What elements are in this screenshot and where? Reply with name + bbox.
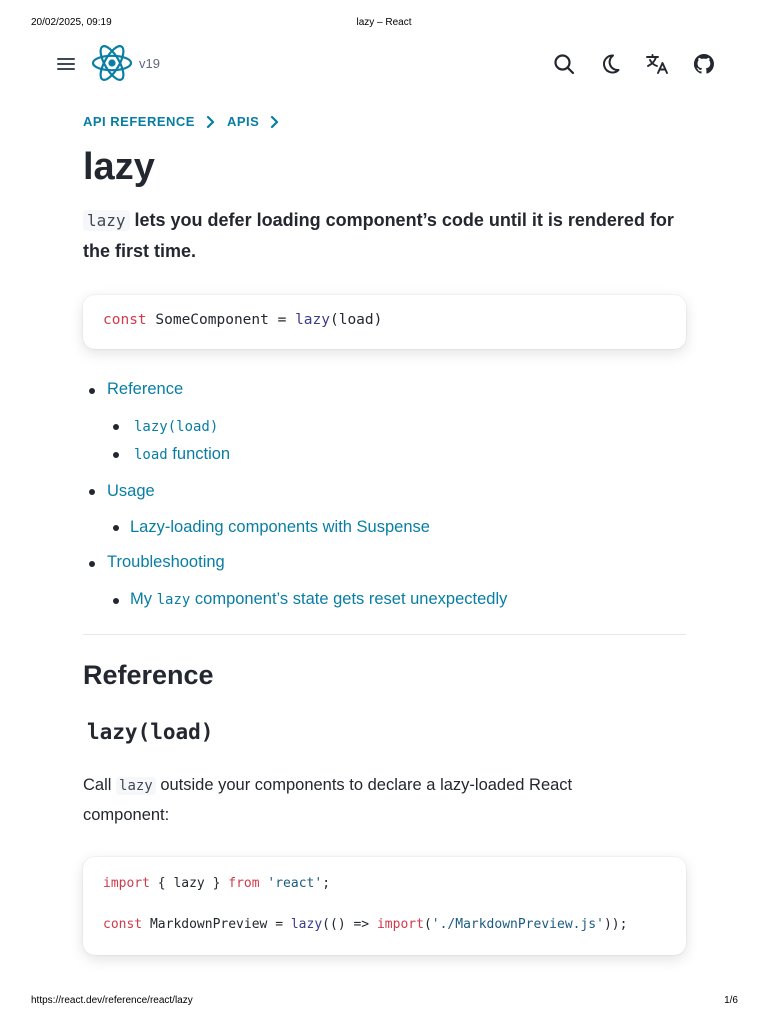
intro-sentence: lets you defer loading component’s code until it is rendered for the first time. <box>83 210 674 261</box>
signature-code-block <box>83 295 686 349</box>
search-icon[interactable] <box>552 52 576 76</box>
chevron-right-icon <box>267 115 281 129</box>
breadcrumb <box>83 114 291 129</box>
code-line <box>103 312 686 328</box>
page-title: lazy <box>83 146 155 188</box>
code-text: (load) <box>329 312 383 328</box>
version-label[interactable]: v19 <box>139 56 160 71</box>
moon-icon[interactable] <box>598 52 622 76</box>
code-string: './MarkdownPreview.js' <box>431 917 604 932</box>
breadcrumb-apis[interactable]: APIS <box>226 114 260 129</box>
react-logo[interactable] <box>91 44 133 82</box>
code-function: lazy <box>295 312 330 328</box>
code-text: (() => <box>322 917 377 932</box>
toc-lazy-loading-suspense[interactable]: Lazy-loading components with Suspense <box>130 518 430 536</box>
toc-load-function[interactable] <box>134 445 230 464</box>
toc-lazy-load[interactable] <box>134 417 218 436</box>
code-string: 'react' <box>267 876 323 891</box>
inline-code: lazy <box>116 777 156 795</box>
print-page-number: 1/6 <box>724 995 738 1006</box>
bullet <box>113 525 119 531</box>
code-keyword: from <box>228 876 260 891</box>
translate-icon[interactable] <box>645 52 669 76</box>
bullet <box>89 388 95 394</box>
code-text: MarkdownPreview = <box>142 917 291 932</box>
chevron-right-icon <box>203 115 217 129</box>
inline-code: lazy <box>156 592 191 608</box>
reference-description <box>83 771 643 830</box>
inline-code: lazy <box>83 210 130 231</box>
print-date: 20/02/2025, 09:19 <box>31 17 112 28</box>
api-heading-lazy-load: lazy(load) <box>87 720 214 744</box>
github-icon[interactable] <box>692 52 716 76</box>
code-keyword: const <box>103 917 143 932</box>
bullet <box>113 424 119 430</box>
code-line <box>103 917 686 932</box>
print-title: lazy – React <box>356 17 412 28</box>
toc-troubleshooting[interactable]: Troubleshooting <box>107 553 225 571</box>
body-text: Call <box>83 776 117 794</box>
bullet <box>89 489 95 495</box>
code-keyword: import <box>103 876 150 891</box>
bullet <box>89 561 95 567</box>
code-text: { lazy } <box>149 876 229 891</box>
example-code-block <box>83 857 686 955</box>
code-text: ; <box>322 876 331 891</box>
section-divider <box>83 634 686 635</box>
menu-icon[interactable] <box>55 53 77 75</box>
inline-code: lazy(load) <box>134 419 219 435</box>
code-text: ( <box>423 917 432 932</box>
toc-label: function <box>167 445 231 463</box>
toc-usage[interactable]: Usage <box>107 482 155 500</box>
code-function: lazy <box>290 917 323 932</box>
toc-label: My <box>130 590 157 608</box>
code-text: )); <box>603 917 628 932</box>
bullet <box>113 598 119 604</box>
code-text: SomeComponent = <box>146 312 296 328</box>
print-url: https://react.dev/reference/react/lazy <box>31 995 193 1006</box>
code-line <box>103 876 686 891</box>
toc-reference[interactable]: Reference <box>107 380 184 398</box>
inline-code: load <box>134 447 168 463</box>
toc-label: component’s state gets reset unexpectedly <box>190 590 508 608</box>
code-keyword: import <box>376 917 424 932</box>
bullet <box>113 452 119 458</box>
breadcrumb-api-reference[interactable]: API REFERENCE <box>83 114 195 129</box>
body-text: outside your components to declare a lazy-loaded React component: <box>83 776 573 824</box>
section-heading-reference: Reference <box>83 660 214 690</box>
intro-text <box>83 205 693 266</box>
toc-state-reset[interactable] <box>130 590 507 609</box>
code-keyword: const <box>103 312 147 328</box>
